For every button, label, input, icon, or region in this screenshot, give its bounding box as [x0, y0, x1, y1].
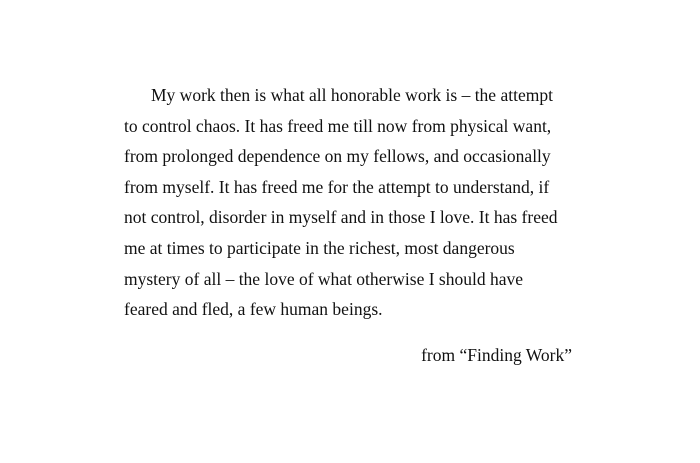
- quote-line: from prolonged dependence on my fellows, and occasionally: [124, 146, 551, 167]
- quote-line: mystery of all – the love of what otherwise I should have: [124, 268, 523, 289]
- attribution: from “Finding Work”: [421, 345, 572, 365]
- quote-line: me at times to participate in the richest, most dangerous: [124, 237, 515, 258]
- quote-line: not control, disorder in myself and in those I love. It has freed: [124, 207, 558, 228]
- quote-line: from myself. It has freed me for the attempt to understand, if: [124, 176, 550, 197]
- quote-line: My work then is what all honorable work is – the attempt: [151, 85, 553, 105]
- quote-line: feared and fled, a few human beings.: [124, 299, 383, 320]
- quote-paragraph: [124, 80, 584, 325]
- quote-line: to control chaos. It has freed me till now from physical want,: [124, 115, 552, 136]
